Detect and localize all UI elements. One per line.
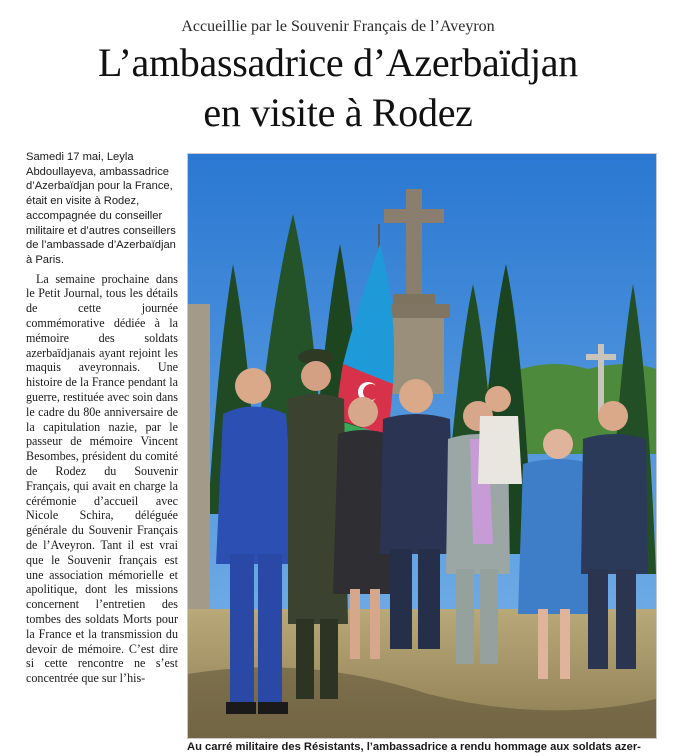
- article-kicker: Accueillie par le Souvenir Français de l’Aveyron: [181, 18, 495, 35]
- photo-caption: Au carré militaire des Résistants, l’ambassadrice a rendu hommage aux soldats azer-: [187, 741, 641, 753]
- stone-pillar: [188, 304, 210, 634]
- article-text-column: [26, 150, 178, 686]
- article-headline: [0, 38, 676, 138]
- headline-line-1: L’ambassadrice d’Azerbaïdjan: [98, 40, 578, 85]
- ceremony-photo-illustration: [188, 154, 656, 738]
- article-body: La semaine prochaine dans le Petit Journal, tous les détails de cette journée commémorative dédiée à la mémoire des soldats azerbaïdjanais ayant rejoint les maquis aveyronnais. Une histoire de la France pendant la guerre, restituée avec soin dans le cadre du 80e anniversaire de la capitulation nazie, par le passeur de mémoire Vincent Besombes, président du comité de Rodez du Souvenir Français, qui avait en charge la cérémonie d’accueil avec Nicole Schira, déléguée générale du Souvenir Français de l’Aveyron. Tant il est vrai que le Souvenir français est une association mémorielle et apolitique, dont les missions concernent l’entretien des tombes des soldats Morts pour la France et la transmission du devoir de mémoire. C’est dire si cette rencontre ne s’est concentrée que sur l’his-: [26, 271, 178, 686]
- ceremony-photo: [187, 153, 657, 739]
- headline-line-2: en visite à Rodez: [203, 90, 473, 135]
- article-lead: Samedi 17 mai, Leyla Abdoullayeva, ambassadrice d’Azerbaïdjan pour la France, était en visite à Rodez, accompagnée du conseiller militaire et d’autres conseillers de l’ambassade d’Azerbaïdjan à Paris.: [26, 151, 176, 266]
